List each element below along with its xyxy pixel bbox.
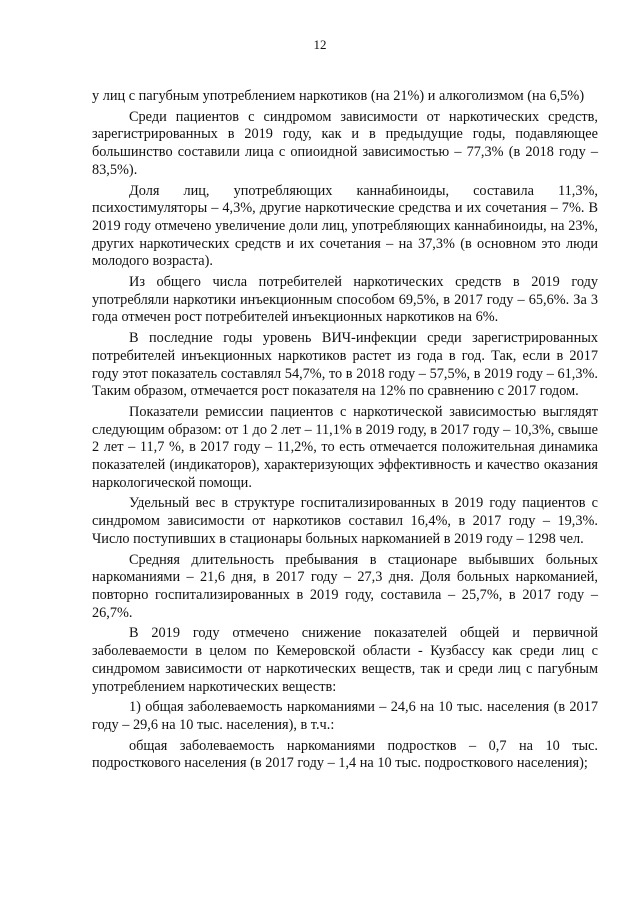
paragraph-cannabinoids-share: Доля лиц, употребляющих каннабиноиды, составила 11,3%, психостимуляторы – 4,3%, другие наркотические средства и их сочетания – 7%. В 2019 году отмечено увеличение доли лиц, употребляющих каннабиноиды, на 23%, других наркотических средств и их сочетания – на 37,3% (в основном это люди молодого возраста). <box>92 182 598 270</box>
document-body <box>92 88 598 776</box>
list-item-adolescent-morbidity: общая заболеваемость наркоманиями подростков – 0,7 на 10 тыс. подросткового населения (в 2017 году – 1,4 на 10 тыс. подросткового населения); <box>92 737 598 772</box>
paragraph-continuation: у лиц с пагубным употреблением наркотиков (на 21%) и алкоголизмом (на 6,5%) <box>92 88 585 104</box>
paragraph-hospital-stay: Средняя длительность пребывания в стационаре выбывших больных наркоманиями – 21,6 дня, в 2017 году – 27,3 дня. Доля больных наркоманией, повторно госпитализированных в 2019 году, составила – 25,7%, в 2017 году – 26,7%. <box>92 551 598 621</box>
page-number: 12 <box>313 37 327 52</box>
paragraph-injection-use: Из общего числа потребителей наркотических средств в 2019 году употребляли наркотики инъекционным способом 69,5%, в 2017 году – 65,6%. За 3 года отмечен рост потребителей инъекционных наркотиков на 6%. <box>92 274 598 326</box>
paragraph-remission: Показатели ремиссии пациентов с наркотической зависимостью выглядят следующим образом: от 1 до 2 лет – 11,1% в 2019 году, в 2017 году – 10,3%, свыше 2 лет – 11,7 %, в 2017 году – 11,2%, то есть отмечается положительная динамика показателей (индикаторов), характеризующих эффективность и качество оказания наркологической помощи. <box>92 403 598 491</box>
list-item-general-morbidity: 1) общая заболеваемость наркоманиями – 24,6 на 10 тыс. населения (в 2017 году – 29,6 на 10 тыс. населения), в т.ч.: <box>92 699 598 733</box>
paragraph-hiv-level: В последние годы уровень ВИЧ-инфекции среди зарегистрированных потребителей инъекционных наркотиков растет из года в год. Так, если в 2017 году этот показатель составлял 54,7%, то в 2018 году – 57,5%, в 2019 году – 61,3%. Таким образом, отмечается рост показателя на 12% по сравнению с 2017 годом. <box>92 330 598 400</box>
paragraph-hospitalization-share: Удельный вес в структуре госпитализированных в 2019 году пациентов с синдромом зависимости от наркотиков составил 16,4%, в 2017 году – 19,3%. Число поступивших в стационары больных наркоманией в 2019 году – 1298 чел. <box>92 495 598 547</box>
paragraph-opioid-dependence: Среди пациентов с синдромом зависимости от наркотических средств, зарегистрированных в 2019 году, как и в предыдущие годы, подавляющее большинство составили лица с опиоидной зависимостью – 77,3% (в 2018 году – 83,5%). <box>92 108 598 178</box>
paragraph-morbidity-decrease: В 2019 году отмечено снижение показателей общей и первичной заболеваемости в целом по Кемеровской области - Кузбассу как среди лиц с синдромом зависимости от наркотических веществ, так и среди лиц с пагубным употреблением наркотических веществ: <box>92 625 598 695</box>
